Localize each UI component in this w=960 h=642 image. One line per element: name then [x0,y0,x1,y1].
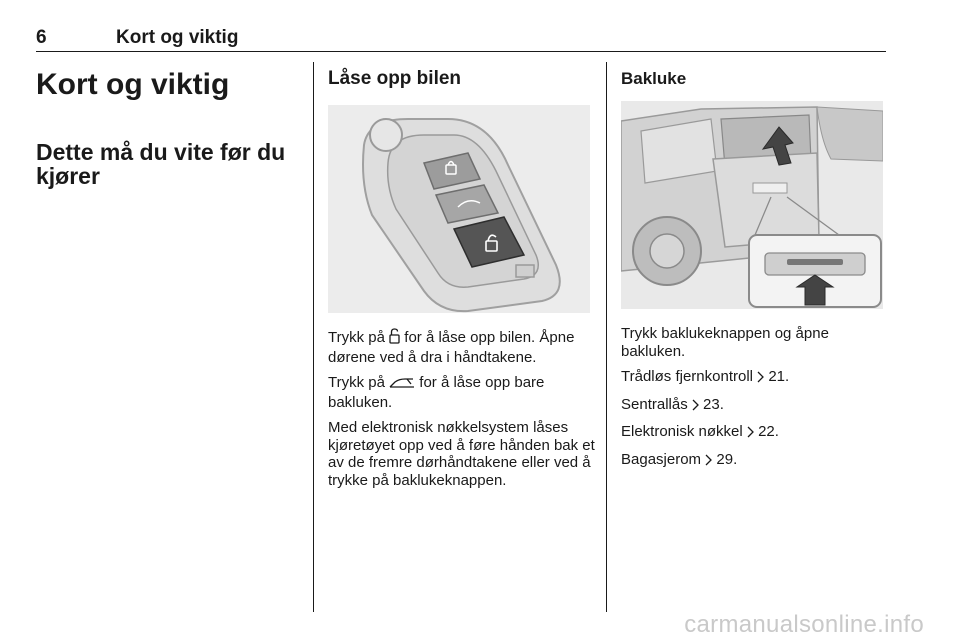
section-title: Dette må du vite før du kjører [36,139,286,189]
cross-reference[interactable]: Bagasjerom 29. [621,451,885,471]
chapter-title: Kort og viktig [36,68,230,101]
page-reference-icon [757,370,764,388]
page-reference-icon [692,398,699,416]
paragraph-tailgate-open: Trykk baklukeknappen og åpne bakluken. [621,325,829,360]
column-2 [328,62,596,489]
column-divider-2 [606,62,607,612]
paragraph-unlock: Trykk på for å låse opp bilen. Åpne dørene ved å dra i håndtakene. [328,329,575,366]
unlock-icon [389,328,400,349]
column-divider-1 [313,62,314,612]
cross-reference[interactable]: Sentrallås 23. [621,396,885,416]
page-reference-icon [747,425,754,443]
column-1 [36,62,298,188]
key-fob-illustration [328,105,590,313]
key-fob-drawing [328,105,590,313]
paragraph-tailgate: Trykk på for å låse opp bare bakluken. [328,374,545,411]
page-reference-icon [705,453,712,471]
paragraph-keyless: Med elektronisk nøkkelsystem låses kjøretøyet opp ved å føre hånden bak et av de fremre dørhåndtakene eller ved å trykke på baklukeknappen. [328,419,595,489]
page-number: 6 [36,27,47,48]
tailgate-icon [389,376,415,394]
watermark: carmanualsonline.info [684,611,924,638]
section-heading-unlock: Låse opp bilen [328,68,462,89]
section-heading-tailgate: Bakluke [621,69,687,88]
running-header [36,27,886,52]
column-3 [621,62,885,470]
tailgate-illustration [621,101,883,309]
running-title: Kort og viktig [116,27,239,48]
car-rear-drawing [621,101,883,309]
cross-reference[interactable]: Elektronisk nøkkel 22. [621,423,885,443]
cross-reference[interactable]: Trådløs fjernkontroll 21. [621,368,885,388]
